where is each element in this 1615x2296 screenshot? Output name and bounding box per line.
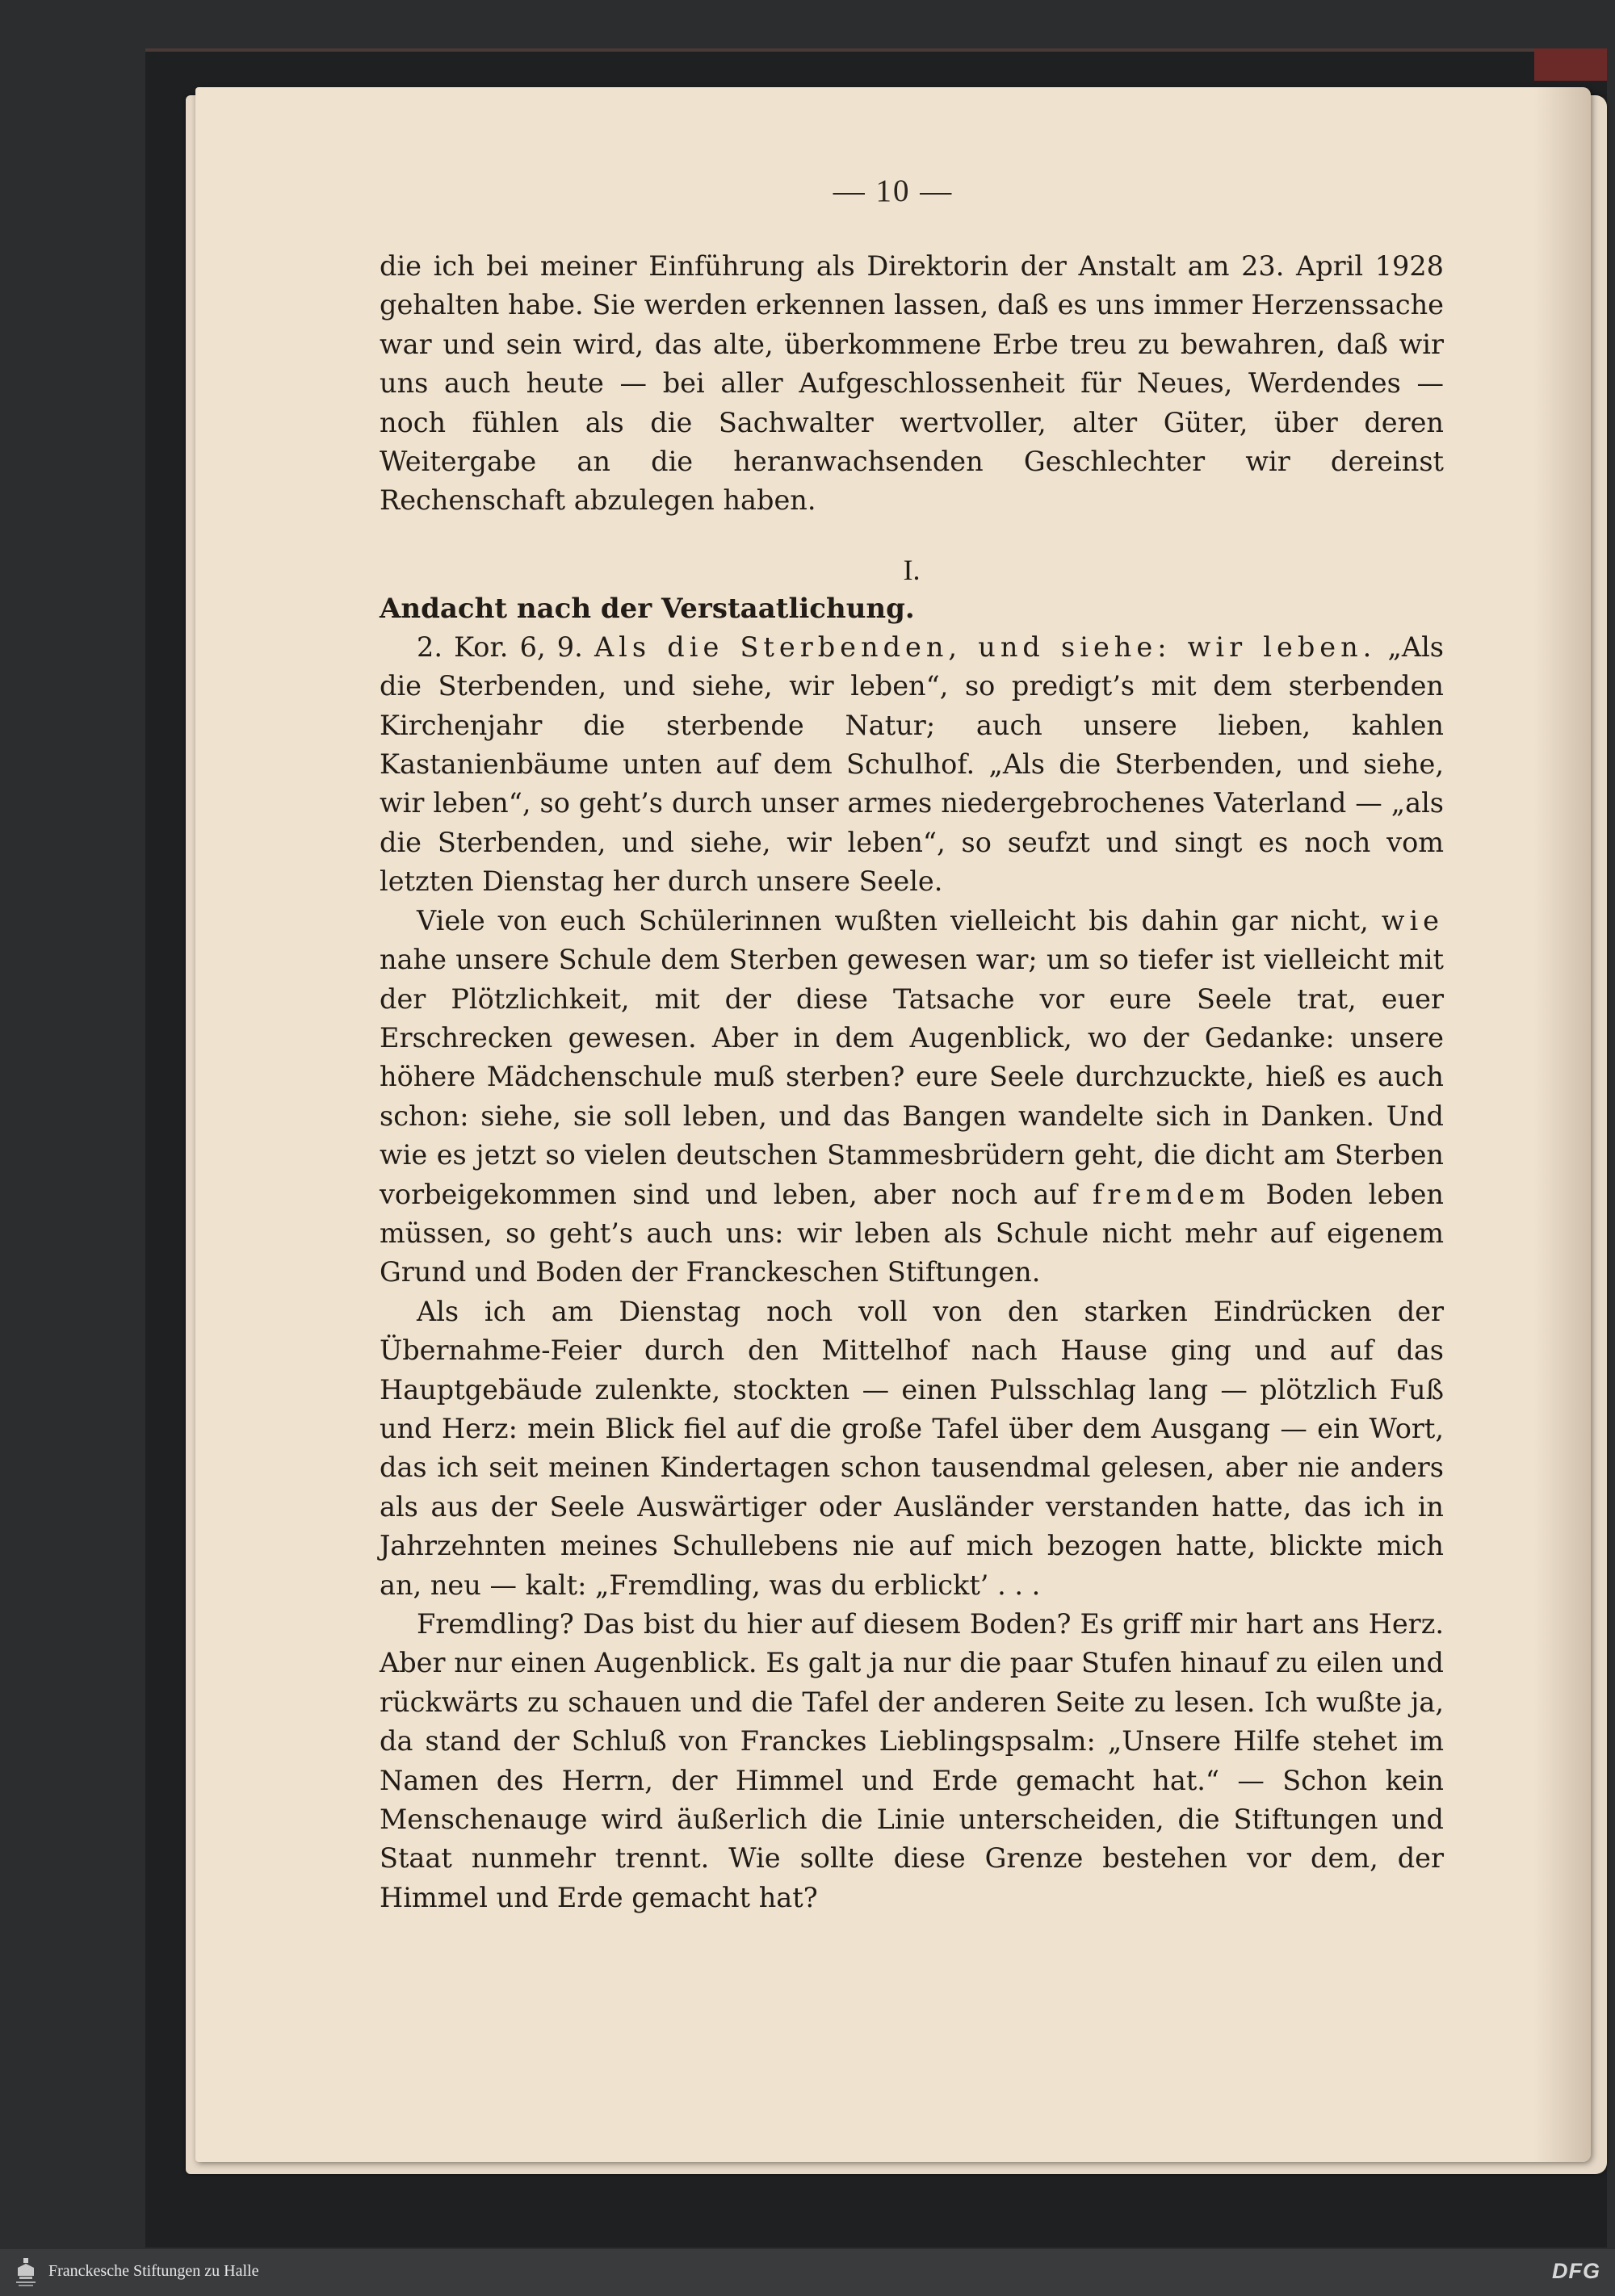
paragraph-2-part-3: Boden leben müssen, so geht’s auch uns: wir leben als Schule nicht mehr auf eigenem Grund und Boden der Franckeschen Stiftungen. <box>380 1178 1444 1288</box>
dfg-logo: DFG <box>1552 2259 1600 2283</box>
emphasis-wie: wie <box>1381 904 1444 936</box>
page-text-block <box>380 247 1444 1917</box>
paragraph-bible-reference <box>380 628 1444 902</box>
intro-paragraph: die ich bei meiner Einführung als Direktorin der Anstalt am 23. April 1928 gehalten habe. Sie werden erkennen lassen, daß es uns immer Herzenssache war und sein wird, das alte, überkommene Erbe treu zu bewahren, daß wir uns auch heute — bei aller Aufgeschlossenheit für Neues, Werdendes — noch fühlen als die Sachwalter wertvoller, alter Güter, über deren Weitergabe an die heranwachsenden Geschlechter wir dereinst Rechenschaft abzulegen haben. <box>380 250 1444 517</box>
book-page <box>195 87 1591 2162</box>
paragraph-2-part-1: Viele von euch Schülerinnen wußten vielleicht bis dahin gar nicht, <box>417 904 1369 936</box>
viewer-footer <box>0 2249 1615 2296</box>
bible-reference: 2. Kor. 6, 9. <box>417 631 583 663</box>
book-cover-red-corner <box>1534 48 1607 81</box>
paragraph-2-part-2: nahe unsere Schule dem Sterben gewesen war; um so tiefer ist vielleicht mit der Plötzlichkeit, mit der diese Tatsache vor eure Seele trat, euer Erschrecken gewesen. Aber in dem Augenblick, wo der Gedanke: unsere höhere Mädchenschule muß sterben? eure Seele durchzuckte, hieß es auch schon: siehe, sie soll leben, und das Bangen wandelte sich in Danken. Und wie es jetzt so vielen deutschen Stammesbrüdern geht, die dicht am Sterben vorbeigekommen sind und leben, aber noch auf <box>380 944 1444 1210</box>
footer-institution-name: Franckesche Stiftungen zu Halle <box>48 2262 259 2280</box>
franckesche-stiftungen-logo-icon <box>11 2256 40 2289</box>
emphasis-fremdem: fremdem <box>1092 1178 1251 1210</box>
section-title: Andacht nach der Verstaatlichung. <box>380 592 915 625</box>
paragraph-1-text: „Als die Sterbenden, und siehe, wir leben“, so predigt’s mit dem sterbenden Kirchenjahr die sterbende Natur; auch unsere lieben, kahlen Kastanienbäume unten auf dem Schulhof. „Als die Sterbenden, und siehe, wir leben“, so geht’s durch unser armes niedergebrochenes Vaterland — „als die Sterbenden, und siehe, wir leben“, so seufzt und singt es noch vom letzten Dienstag her durch unsere Seele. <box>380 631 1444 898</box>
page-number: — 10 — <box>833 174 954 208</box>
page-edge-shadow <box>1534 87 1591 2162</box>
paragraph-4: Fremdling? Das bist du hier auf diesem Boden? Es griff mir hart ans Herz. Aber nur einen Augenblick. Es galt ja nur die paar Stufen hinauf zu eilen und rückwärts zu schauen und die Tafel der anderen Seite zu lesen. Ich wußte ja, da stand der Schluß von Franckes Lieblingspsalm: „Unsere Hilfe stehet im Namen des Herrn, der Himmel und Erde gemacht hat.“ — Schon kein Menschenauge wird äußerlich die Linie unterscheiden, die Stiftungen und Staat nunmehr trennt. Wie sollte diese Grenze bestehen vor dem, der Himmel und Erde gemacht hat? <box>380 1608 1444 1913</box>
section-number: I. <box>903 553 921 586</box>
paragraph-2 <box>380 902 1444 1293</box>
bible-quote: Als die Sterbenden, und siehe: wir leben. <box>594 631 1377 663</box>
paragraph-3: Als ich am Dienstag noch voll von den starken Eindrücken der Übernahme-Feier durch den Mittelhof nach Hause ging und auf das Hauptgebäude zulenkte, stockten — einen Pulsschlag lang — plötzlich Fuß und Herz: mein Blick fiel auf die große Tafel über dem Ausgang — ein Wort, das ich seit meinen Kindertagen schon tausendmal gelesen, aber nie anders als aus der Seele Auswärtiger oder Ausländer verstanden hatte, das ich in Jahrzehnten meines Schullebens nie auf mich bezogen hatte, blickte mich an, neu — kalt: „Fremdling, was du erblickt’ . . . <box>380 1295 1444 1601</box>
